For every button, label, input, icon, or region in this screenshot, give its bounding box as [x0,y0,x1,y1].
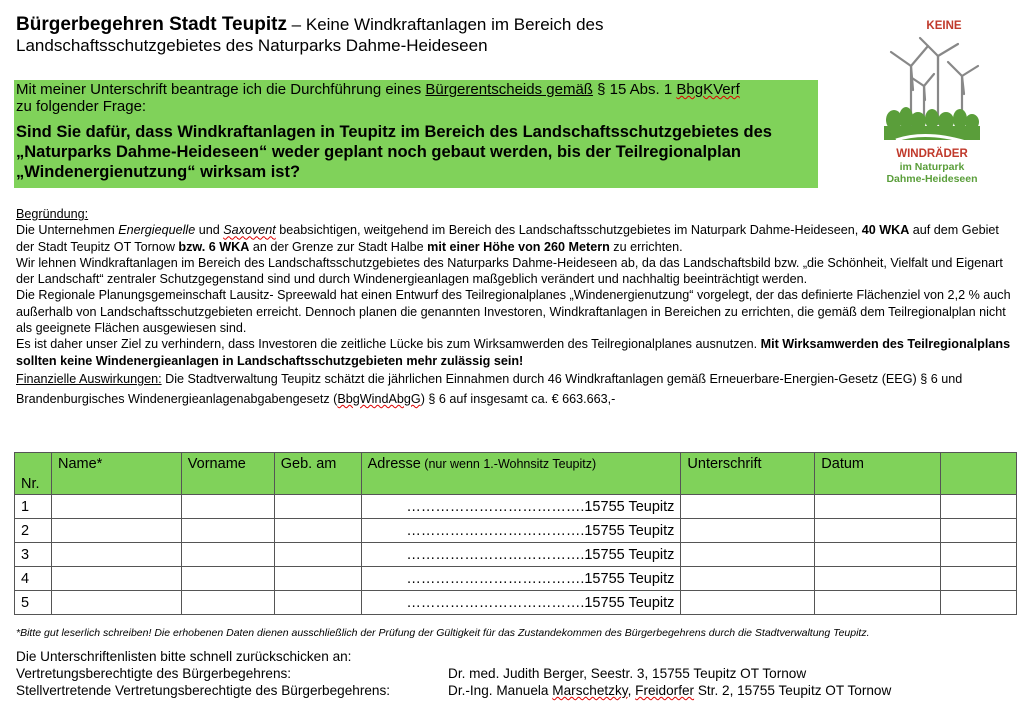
signature-cell[interactable] [681,495,815,519]
extra-cell [941,591,1017,615]
name-cell[interactable] [51,567,181,591]
date-cell[interactable] [815,495,941,519]
contact-label-2: Stellvertretende Vertretungsberechtigte des Bürgerbegehrens: [16,683,391,698]
geb-cell[interactable] [274,591,361,615]
petition-intro-line2: zu folgender Frage: [16,98,147,115]
row-number: 3 [15,543,52,567]
name-cell[interactable] [51,495,181,519]
extra-cell [941,567,1017,591]
signature-cell[interactable] [681,543,815,567]
vorname-cell[interactable] [181,591,274,615]
reasoning-heading: Begründung: [16,207,89,221]
row-number: 4 [15,567,52,591]
reasoning-paragraph-1: Die Unternehmen Energiequelle und Saxovent beabsichtigen, weitgehend im Bereich des Landschaftsschutzgebietes im Naturpark Dahme-Heideseen, 40 WKA auf dem Gebiet der Stadt Teupitz OT Tornow bzw. 6 WKA an der Grenze zur Stadt Halbe mit einer Höhe von 260 Metern zu errichten. [16,223,999,254]
col-extra [941,453,1017,495]
data-privacy-footnote: *Bitte gut leserlich schreiben! Die erhobenen Daten dienen ausschließlich der Prüfung der Gültigkeit für das Zustandekommen des Bürgerbegehrens durch die Stadtverwaltung Teupitz. [16,627,870,639]
table-header-row [15,453,1017,495]
table-row [15,591,1017,615]
vorname-cell[interactable] [181,519,274,543]
title-rest: – Keine Windkraftanlagen im Bereich des [286,15,604,34]
page-title [16,14,836,56]
logo-keine: KEINE [926,20,962,32]
contact-value-1: Dr. med. Judith Berger, Seestr. 3, 15755 Teupitz OT Tornow [448,666,807,681]
extra-cell [941,519,1017,543]
table-row [15,567,1017,591]
signature-cell[interactable] [681,567,815,591]
name-cell[interactable] [51,519,181,543]
petition-box [14,80,818,188]
signature-cell[interactable] [681,591,815,615]
extra-cell [941,495,1017,519]
petition-intro-line1: Mit meiner Unterschrift beantrage ich die Durchführung eines Bürgerentscheids gemäß § 15 Abs. 1 BbgKVerf [16,81,740,98]
col-nr: Nr. [15,453,52,495]
row-number: 1 [15,495,52,519]
contact-value-2: Dr.-Ing. Manuela Marschetzky, Freidorfer Str. 2, 15755 Teupitz OT Tornow [448,683,892,698]
logo-line4: Dahme-Heideseen [886,173,978,185]
extra-cell [941,543,1017,567]
wind-turbines-icon [866,14,986,189]
financial-impact: Finanzielle Auswirkungen: Die Stadtverwaltung Teupitz schätzt die jährlichen Einnahmen durch 46 Windkraftanlagen gemäß Erneuerbare-Energien-Gesetz (EEG) § 6 und Brandenburgisches Windenergieanlagenabgabengesetz (BbgWindAbgG) § 6 auf insgesamt ca. € 663.663,- [16,371,963,406]
table-row [15,519,1017,543]
date-cell[interactable] [815,519,941,543]
geb-cell[interactable] [274,495,361,519]
vorname-cell[interactable] [181,543,274,567]
address-cell[interactable]: ……………………………….15755 Teupitz [361,567,681,591]
row-number: 5 [15,591,52,615]
date-cell[interactable] [815,567,941,591]
reasoning-paragraph-3: Die Regionale Planungsgemeinschaft Lausitz- Spreewald hat einen Entwurf des Teilregionalplanes „Windenergienutzung“ vorgelegt, der das definierte Flächenziel von 2,2 % auch außerhalb von Landschaftsschutzgebieten erreicht. Dennoch planen die genannten Investoren, Windkraftanlagen in Bereichen zu errichten, die gemäß dem Teilregionalplan nicht als geeignete Flächen ausgewiesen sind. [16,288,1011,336]
vorname-cell[interactable] [181,567,274,591]
reasoning-section [16,206,1016,409]
signature-cell[interactable] [681,519,815,543]
petition-question: Sind Sie dafür, dass Windkraftanlagen in Teupitz im Bereich des Landschaftsschutzgebietes des „Naturparks Dahme-Heideseen“ weder geplant noch gebaut werden, bis der Teilregionalplan „Windenergienutzung“ wirksam ist? [16,123,772,181]
geb-cell[interactable] [274,567,361,591]
campaign-logo [866,14,986,189]
vorname-cell[interactable] [181,495,274,519]
reasoning-paragraph-4: Es ist daher unser Ziel zu verhindern, dass Investoren die zeitliche Lücke bis zum Wirksamwerden des Teilregionalplanes ausnutzen. Mit Wirksamwerden des Teilregionalplans sollten keine Windenergieanlagen in Landschaftsschutzgebieten mehr zulässig sein! [16,337,1011,368]
date-cell[interactable] [815,543,941,567]
date-cell[interactable] [815,591,941,615]
contact-label-1: Vertretungsberechtigte des Bürgerbegehrens: [16,666,292,681]
title-bold: Bürgerbegehren Stadt Teupitz [16,14,287,35]
reasoning-paragraph-2: Wir lehnen Windkraftanlagen im Bereich des Landschaftsschutzgebietes des Naturparks Dahme-Heideseen ab, da das Landschaftsbild bzw. „die Schönheit, Vielfalt und Eigenart der Landschaft“ zentraler Schutzgegenstand sind und durch Windenergieanlagen maßgeblich verändert und nachhaltig beeinträchtigt werden. [16,255,1003,287]
address-cell[interactable]: ……………………………….15755 Teupitz [361,495,681,519]
address-cell[interactable]: ……………………………….15755 Teupitz [361,543,681,567]
table-row [15,543,1017,567]
col-name: Name* [51,453,181,495]
signature-table [14,452,1017,615]
logo-windraeder: WINDRÄDER [896,148,968,160]
col-geb: Geb. am [274,453,361,495]
col-datum: Datum [815,453,941,495]
table-row [15,495,1017,519]
col-unterschrift: Unterschrift [681,453,815,495]
name-cell[interactable] [51,543,181,567]
address-cell[interactable]: ……………………………….15755 Teupitz [361,591,681,615]
address-cell[interactable]: ……………………………….15755 Teupitz [361,519,681,543]
col-adresse: Adresse (nur wenn 1.-Wohnsitz Teupitz) [361,453,681,495]
name-cell[interactable] [51,591,181,615]
geb-cell[interactable] [274,543,361,567]
row-number: 2 [15,519,52,543]
col-vorname: Vorname [181,453,274,495]
title-line2: Landschaftsschutzgebietes des Naturparks Dahme-Heideseen [16,36,488,55]
logo-line3: im Naturpark [899,161,965,173]
contact-intro: Die Unterschriftenlisten bitte schnell zurückschicken an: [16,649,352,664]
geb-cell[interactable] [274,519,361,543]
